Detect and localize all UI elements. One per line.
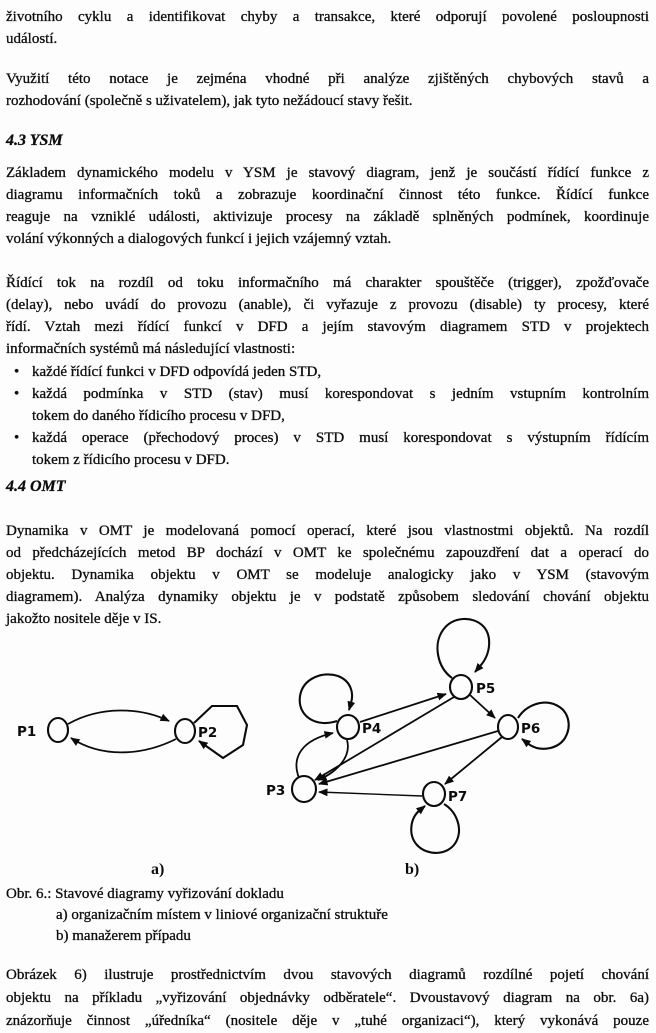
text-line: jakožto nositele děje v IS. <box>6 611 162 627</box>
paragraph-ysm-model <box>6 162 649 250</box>
list-item <box>6 427 649 449</box>
state-node-p6 <box>498 715 518 739</box>
state-node-p3 <box>292 776 316 802</box>
list-item <box>6 383 649 405</box>
figure-sub-label-b: b) <box>405 861 420 878</box>
text-line: každé řídící funkci v DFD odpovídá jeden STD, <box>32 364 322 380</box>
list-item-continuation <box>6 405 649 427</box>
paragraph-lifecycle <box>6 6 649 50</box>
state-node-p5 <box>450 675 472 699</box>
text-line: volání výkonných a dialogových funkcí i jejich vzájemný vztah. <box>6 231 392 247</box>
edge-p1-p2 <box>68 710 169 724</box>
text-line: tokem do daného řídicího procesu v DFD, <box>32 408 285 424</box>
edge-p5-p6 <box>470 695 495 718</box>
text-line: řídí. Vztah mezi řídící funkcí v DFD a jejím stavovým diagramem STD v projektech <box>6 319 649 335</box>
caption-line: Obr. 6.: Stavové diagramy vyřizování dokladu <box>6 886 284 902</box>
text-line: Dynamika v OMT je modelovaná pomocí operací, které jsou vlastnostmi objektů. Na rozdíl <box>6 523 649 539</box>
state-node-p1 <box>48 718 68 742</box>
state-node-p2 <box>175 719 195 743</box>
figure-sub-label-a: a) <box>151 861 165 878</box>
figure-6-state-diagrams <box>0 615 656 885</box>
edge-p7-p3 <box>319 792 422 796</box>
diagram-a <box>17 706 247 878</box>
text-line: Obrázek 6) ilustruje prostřednictvím dvou stavových diagramů rozdílné pojetí chování <box>6 967 649 983</box>
text-line: diagramem). Analýza dynamiky objektu je v podstatě způsobem sledování chování objektu <box>6 589 649 605</box>
text-line: životního cyklu a identifikovat chyby a transakce, které odporují povolené posloupnosti <box>6 9 649 25</box>
text-line: objektu. Dynamika objektu v OMT se modeluje analogicky jako v YSM (stavovým <box>6 567 649 583</box>
text-line: (delay), nebo uvádí do provozu (anable), či vyřazuje z provozu (disable) ty procesy, které <box>6 297 649 313</box>
text-line: tokem z řídicího procesu v DFD. <box>32 452 230 468</box>
text-line: Řídící tok na rozdíl od toku informačního má charakter spouštěče (trigger), zpožďovače <box>6 275 649 291</box>
edge-p3-p4 <box>296 733 333 778</box>
text-line: každá podmínka v STD (stav) musí korespondovat s jedním vstupním kontrolním <box>32 386 649 402</box>
node-label-p1: P1 <box>17 724 37 740</box>
state-node-p7 <box>423 782 445 806</box>
text-line: informačních systémů má následující vlastnosti: <box>6 341 296 357</box>
node-label-p4: P4 <box>362 721 382 737</box>
text-line: objektu na příkladu „vyřizování objednávky odběratele“. Dvoustavový diagram na obr. 6a) <box>6 990 649 1006</box>
node-label-p3: P3 <box>266 783 286 799</box>
text-line: reaguje na vzniklé události, aktivizuje procesy na základě splněných podmínek, koordinuje <box>6 209 649 225</box>
paragraph-omt-dynamics <box>6 520 649 630</box>
list-item-continuation <box>6 449 649 471</box>
node-label-p5: P5 <box>476 681 496 697</box>
text-line: událostí. <box>6 31 58 47</box>
paragraph-notation-use <box>6 68 649 112</box>
list-item <box>6 361 649 383</box>
self-loop-p7 <box>411 804 459 853</box>
node-label-p6: P6 <box>521 721 541 737</box>
paragraph-figure-discussion <box>6 964 649 1033</box>
text-line: Základem dynamického modelu v YSM je stavový diagram, jenž je součástí řídící funkce z <box>6 165 649 181</box>
bullet-icon: • <box>14 386 20 402</box>
edge-p4-p5 <box>360 694 446 722</box>
node-label-p2: P2 <box>198 725 218 741</box>
paragraph-control-flow <box>6 272 649 360</box>
caption-line: a) organizačním místem v liniové organizační struktuře <box>56 907 388 923</box>
edge-p5-p3 <box>315 697 454 780</box>
node-label-p7: P7 <box>448 789 468 805</box>
self-loop-p5 <box>437 619 489 678</box>
text-line: znázorňuje činnost „úředníka“ (nositele děje v „tuhé organizaci“), který vykonává pouze <box>6 1013 649 1029</box>
bullet-list <box>6 361 649 471</box>
section-heading-ysm: 4.3 YSM <box>6 132 63 149</box>
text-line: rozhodování (společně s uživatelem), jak tyto nežádoucí stavy řešit. <box>6 93 413 109</box>
text-line: každá operace (přechodový proces) v STD musí korespondovat s výstupním řídícím <box>32 430 649 446</box>
state-node-p4 <box>337 715 359 739</box>
edge-p2-p1 <box>71 738 176 752</box>
section-heading-omt: 4.4 OMT <box>6 478 66 495</box>
text-line: diagramu informačních toků a zobrazuje koordinační činnost této funkce. Řídící funkce <box>6 187 649 203</box>
text-line: od předcházejících metod BP dochází v OMT ke společnému zapouzdření dat a operací do <box>6 545 649 561</box>
caption-line: b) manažerem případu <box>56 928 191 944</box>
text-line: Využití této notace je zejména vhodné při analýze zjištěných chybových stavů a <box>6 71 649 87</box>
diagram-b <box>266 619 569 878</box>
bullet-icon: • <box>14 430 20 446</box>
figure-caption <box>6 884 649 947</box>
bullet-icon: • <box>14 364 20 380</box>
edge-p4-p3 <box>318 740 348 780</box>
